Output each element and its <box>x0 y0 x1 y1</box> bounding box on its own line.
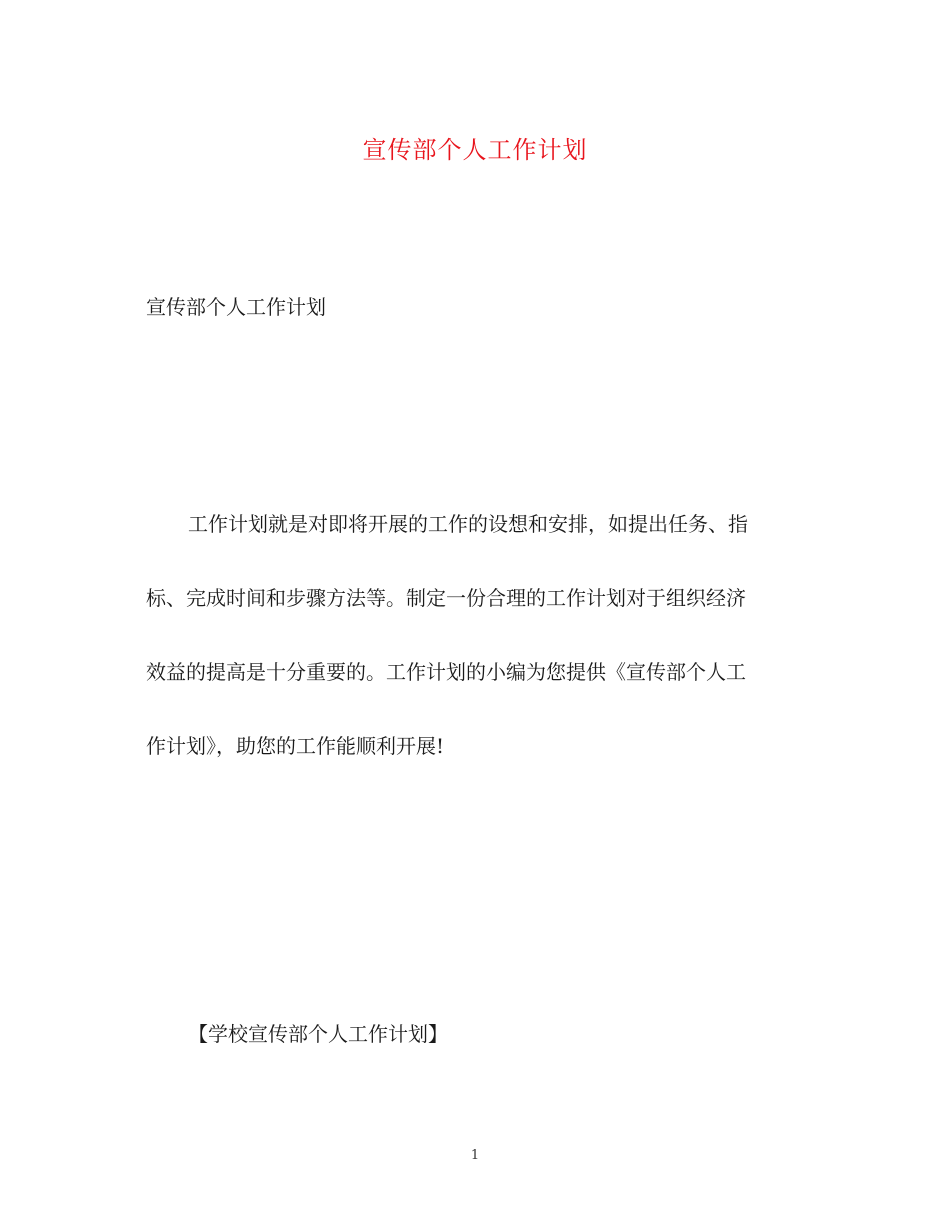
paragraph-line: 标、完成时间和步骤方法等。制定一份合理的工作计划对于组织经济 <box>146 586 746 610</box>
paragraph-line: 工作计划就是对即将开展的工作的设想和安排，如提出任务、指 <box>188 512 748 536</box>
section-heading: 【学校宣传部个人工作计划】 <box>188 1022 448 1046</box>
paragraph-line: 效益的提高是十分重要的。工作计划的小编为您提供《宣传部个人工 <box>146 660 746 684</box>
paragraph-line: 作计划》，助您的工作能顺利开展! <box>146 734 445 758</box>
document-subtitle: 宣传部个人工作计划 <box>146 295 326 319</box>
document-title: 宣传部个人工作计划 <box>362 136 588 164</box>
page-number: 1 <box>470 1148 480 1163</box>
